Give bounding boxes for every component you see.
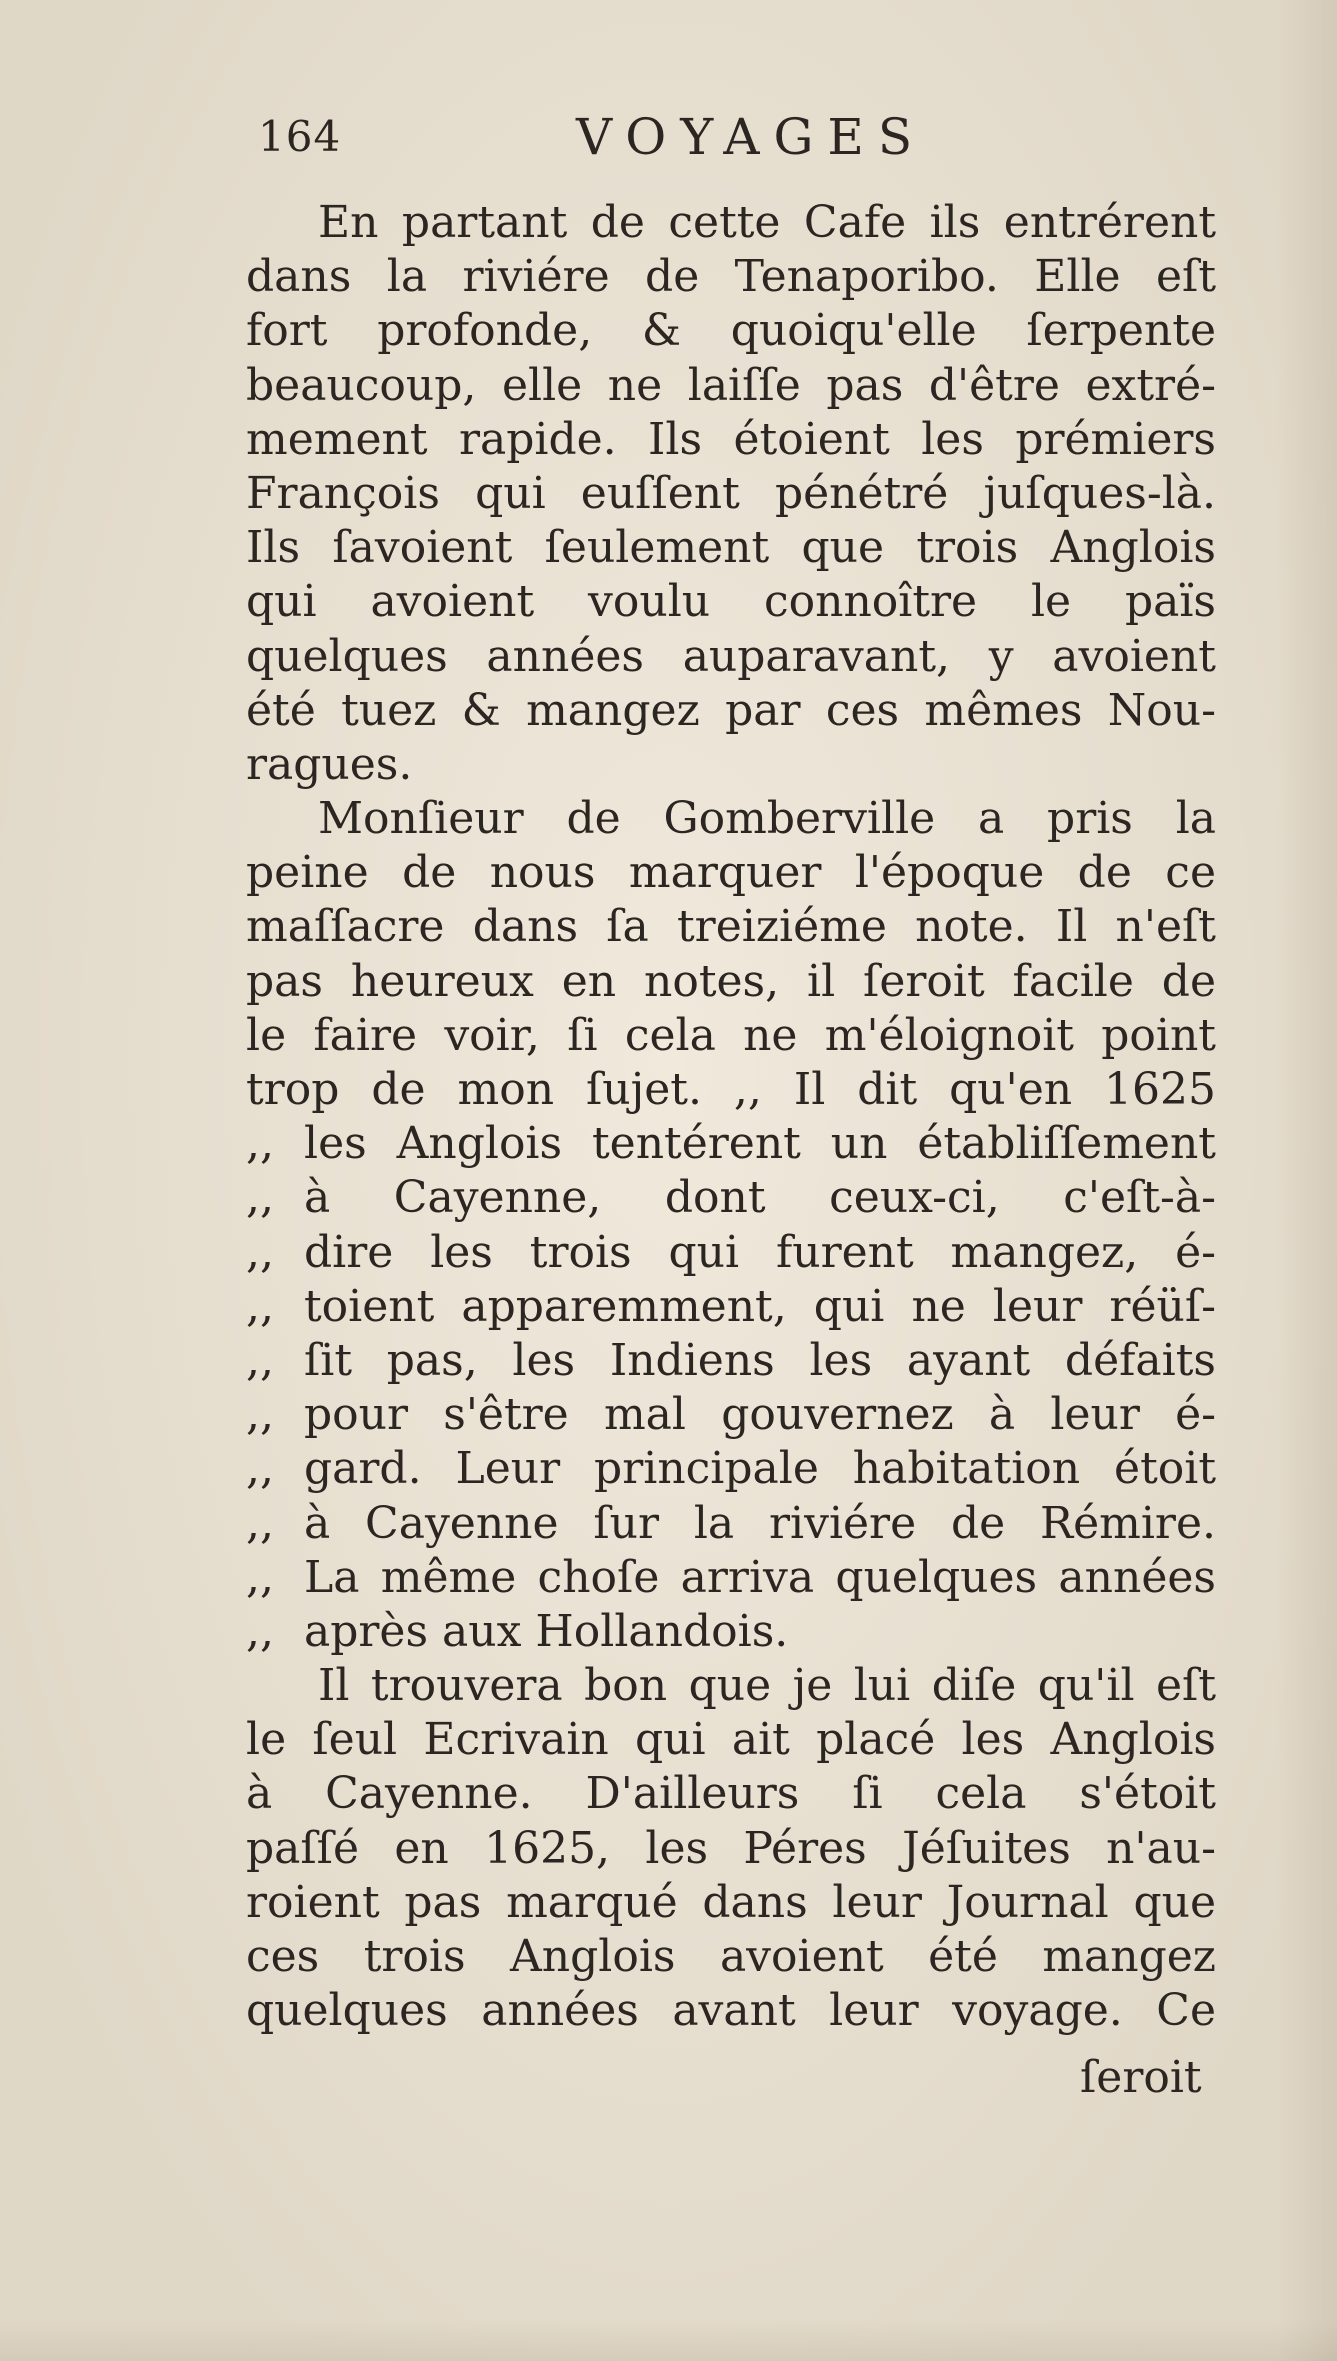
text-line: peine de nous marquer l'époque de ce <box>246 847 1216 899</box>
text-line: beaucoup, elle ne laiſſe pas d'être extré- <box>246 359 1216 411</box>
text-line: En partant de cette Cafe ils entrérent <box>318 197 1216 248</box>
text-line: quelques années auparavant, y avoient <box>246 630 1216 682</box>
text-line: paſſé en 1625, les Péres Jéſuites n'au- <box>246 1822 1216 1874</box>
text-line: été tuez & mangez par ces mêmes Nou- <box>246 684 1216 736</box>
quoted-text: toient apparemment, qui ne leur réüſ- <box>304 1280 1216 1332</box>
quote-mark: ,, <box>246 1497 274 1549</box>
quoted-text: après aux Hollandois. <box>304 1605 789 1657</box>
quote-mark: ,, <box>246 1280 274 1332</box>
text-line: ragues. <box>246 738 413 790</box>
quote-mark: ,, <box>246 1605 274 1657</box>
text-line: Monſieur de Gomberville a pris la <box>318 793 1216 845</box>
page-header <box>258 108 1218 172</box>
quote-mark: ,, <box>246 1389 274 1441</box>
body-text <box>246 196 1216 2038</box>
quoted-line <box>246 1551 1216 1605</box>
text-line: mement rapide. Ils étoient les prémiers <box>246 413 1216 465</box>
running-head: VOYAGES <box>576 108 927 166</box>
text-line: trop de mon ſujet. ,, Il dit qu'en 1625 <box>246 1064 1216 1115</box>
quoted-text: dire les trois qui furent mangez, é- <box>304 1226 1216 1278</box>
text-line: ces trois Anglois avoient été mangez <box>246 1931 1216 1982</box>
quoted-text: La même choſe arriva quelques années <box>304 1551 1216 1603</box>
quote-mark: ,, <box>246 1226 274 1278</box>
text-line: quelques années avant leur voyage. Ce <box>246 1985 1216 2037</box>
text-line: le faire voir, ſi cela ne m'éloignoit point <box>246 1009 1216 1061</box>
text-line: François qui euſſent pénétré juſques-là. <box>246 467 1216 519</box>
text-line: pas heureux en notes, il ſeroit facile de <box>246 955 1216 1007</box>
quote-mark: ,, <box>246 1172 274 1224</box>
quoted-line <box>246 1388 1216 1442</box>
page-number: 164 <box>258 112 342 161</box>
text-line: à Cayenne. D'ailleurs ſi cela s'étoit <box>246 1768 1216 1820</box>
quoted-line <box>246 1117 1216 1171</box>
page-bottom-shadow <box>0 2321 1337 2361</box>
quote-mark: ,, <box>246 1118 274 1170</box>
quote-mark: ,, <box>246 1551 274 1603</box>
quoted-text: pour s'être mal gouvernez à leur é- <box>304 1389 1216 1441</box>
quoted-line <box>246 1171 1216 1225</box>
text-line: Il trouvera bon que je lui diſe qu'il eſt <box>318 1660 1216 1712</box>
page-edge-shadow <box>1277 0 1337 2361</box>
quoted-text: à Cayenne ſur la riviére de Rémire. <box>304 1497 1216 1549</box>
quoted-line <box>246 1497 1216 1551</box>
quoted-line <box>246 1334 1216 1388</box>
text-line: Ils ſavoient ſeulement que trois Anglois <box>246 522 1216 574</box>
quoted-text: gard. Leur principale habitation étoit <box>304 1443 1216 1495</box>
quoted-line <box>246 1226 1216 1280</box>
catchword: ſeroit <box>1080 2052 1202 2103</box>
quoted-text: les Anglois tentérent un établiſſement <box>304 1118 1216 1170</box>
text-line: qui avoient voulu connoître le païs <box>246 576 1216 628</box>
text-line: maſſacre dans ſa treiziéme note. Il n'eſt <box>246 901 1216 953</box>
quoted-line <box>246 1442 1216 1496</box>
quoted-text: à Cayenne, dont ceux-ci, c'eſt-à- <box>304 1172 1216 1224</box>
quoted-line <box>246 1280 1216 1334</box>
text-line: le ſeul Ecrivain qui ait placé les Anglois <box>246 1714 1216 1766</box>
text-line: fort profonde, & quoiqu'elle ſerpente <box>246 305 1216 357</box>
quote-mark: ,, <box>246 1334 274 1386</box>
quoted-text: ſit pas, les Indiens les ayant défaits <box>304 1334 1216 1386</box>
quoted-line <box>246 1605 1216 1659</box>
text-line: dans la riviére de Tenaporibo. Elle eſt <box>246 251 1216 303</box>
text-line: roient pas marqué dans leur Journal que <box>246 1876 1216 1928</box>
quote-mark: ,, <box>246 1443 274 1495</box>
